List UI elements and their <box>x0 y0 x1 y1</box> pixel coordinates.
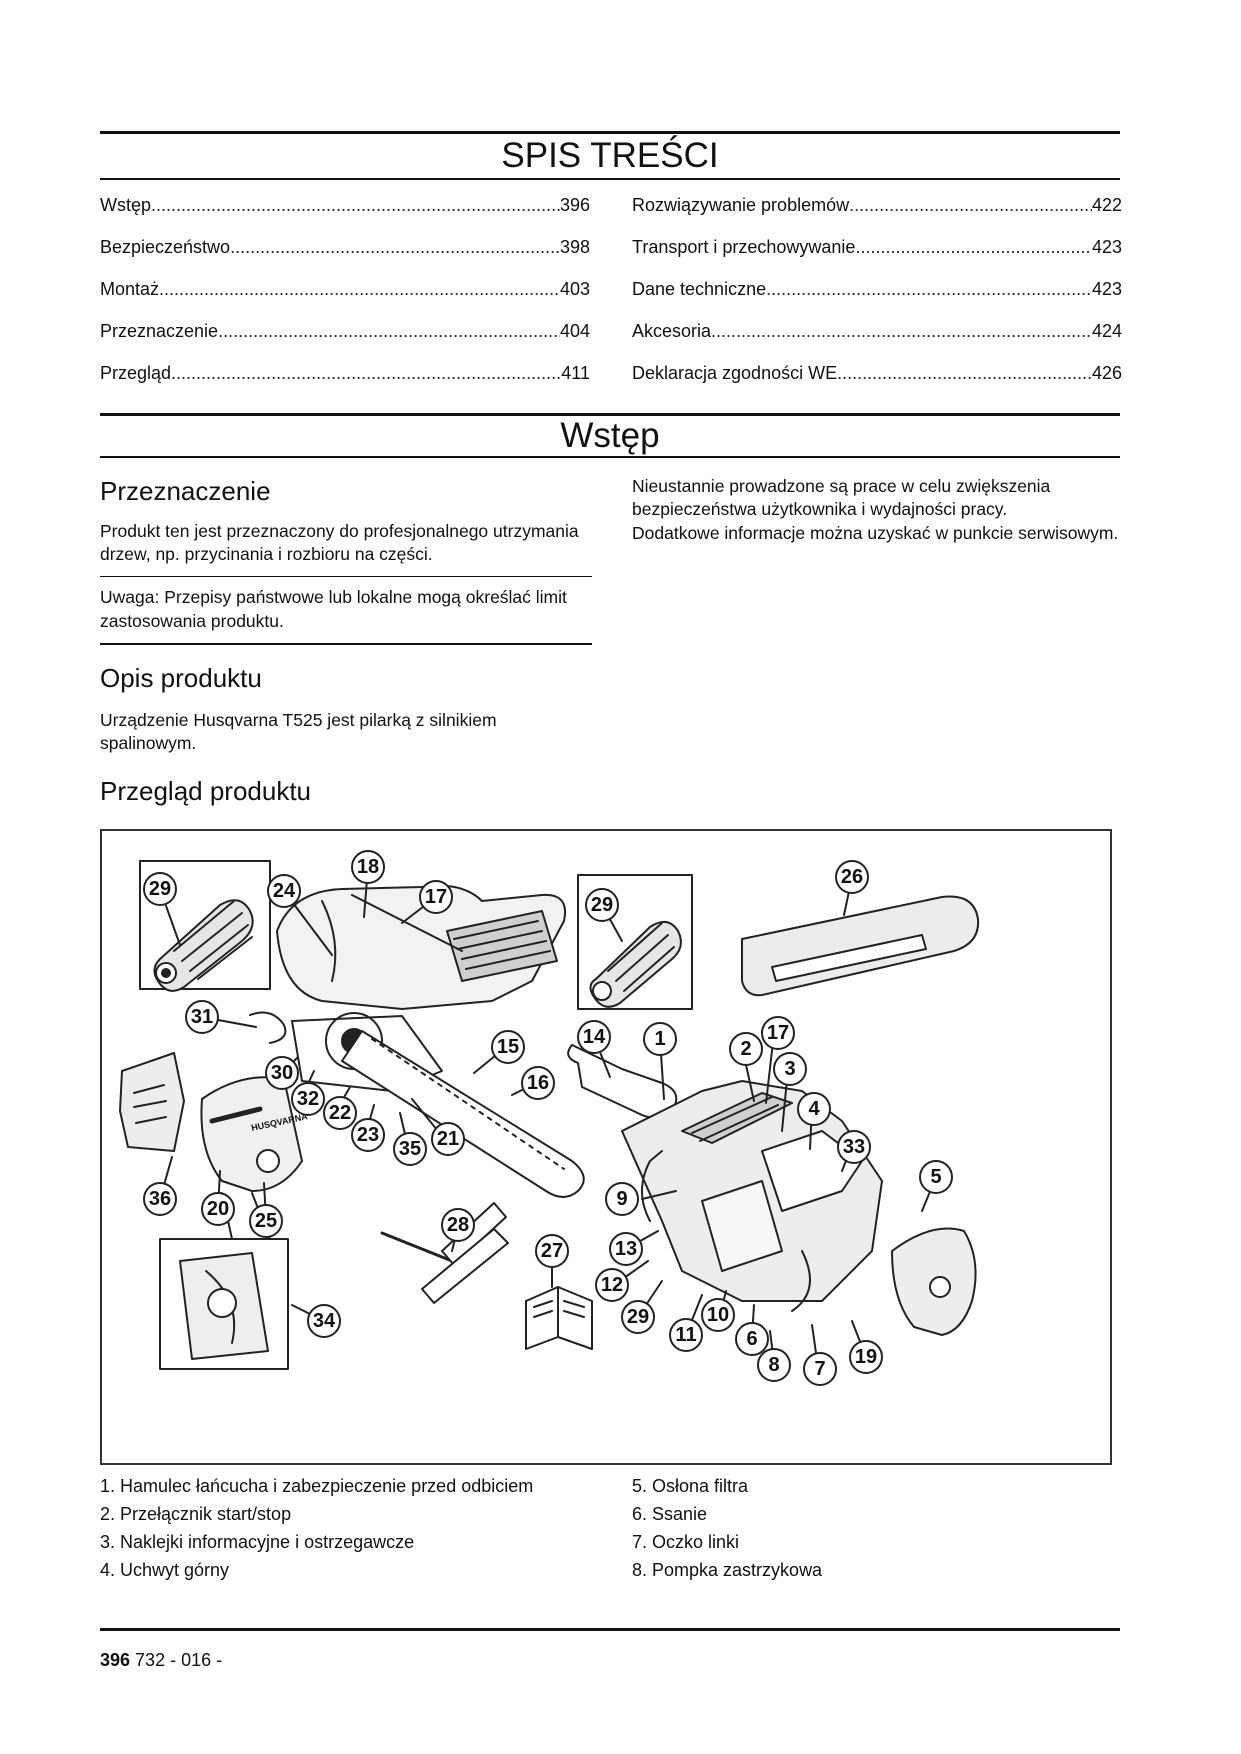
toc-title: SPIS TREŚCI <box>501 136 719 175</box>
callout-24 <box>268 875 300 907</box>
toc-entry-page: 403 <box>559 279 590 299</box>
svg-text:36: 36 <box>148 1188 172 1210</box>
svg-text:1: 1 <box>654 1028 666 1050</box>
callout-12 <box>596 1269 628 1301</box>
svg-text:15: 15 <box>496 1036 520 1058</box>
toc-entry-label: Deklaracja zgodności WE <box>632 363 838 383</box>
svg-text:13: 13 <box>614 1238 638 1260</box>
svg-text:31: 31 <box>190 1006 214 1028</box>
callout-26 <box>836 861 868 893</box>
svg-text:29: 29 <box>626 1306 650 1328</box>
document-code <box>100 1650 222 1671</box>
toc-entry-page: 424 <box>1091 321 1122 341</box>
callout-4 <box>798 1093 830 1125</box>
callout-10 <box>702 1299 734 1331</box>
svg-text:20: 20 <box>206 1198 230 1220</box>
svg-text:22: 22 <box>328 1102 352 1124</box>
callout-25 <box>250 1205 282 1237</box>
callout-17a <box>420 881 452 913</box>
legend-item: 8. Pompka zastrzykowa <box>632 1560 823 1580</box>
svg-text:29: 29 <box>590 894 614 916</box>
callout-6 <box>736 1323 768 1355</box>
clutch-cover-illustration <box>201 1077 302 1191</box>
callout-7 <box>804 1353 836 1385</box>
svg-text:29: 29 <box>148 878 172 900</box>
callout-32 <box>292 1083 324 1115</box>
right-intro-text-1: Nieustannie prowadzone są prace w celu zwiększenia bezpieczeństwa użytkownika i wydajności pracy. <box>632 476 1051 519</box>
toc-entry-page: 426 <box>1091 363 1122 383</box>
legend-item: 5. Osłona filtra <box>632 1476 749 1496</box>
callout-5 <box>920 1161 952 1193</box>
intro-title: Wstęp <box>560 416 660 455</box>
callout-29b <box>586 889 618 921</box>
description-text: Urządzenie Husqvarna T525 jest pilarką z silnikiem spalinowym. <box>100 710 497 753</box>
toc-entry-label: Wstęp <box>100 195 152 215</box>
toc-entry[interactable] <box>632 195 1122 216</box>
callout-9 <box>606 1183 638 1215</box>
manual-illustration <box>526 1287 592 1349</box>
legend-item: 7. Oczko linki <box>632 1532 740 1552</box>
toc-entry-label: Montaż <box>100 279 160 299</box>
callout-30 <box>266 1057 298 1089</box>
svg-text:17: 17 <box>766 1022 790 1044</box>
callout-27 <box>536 1235 568 1267</box>
toc-entry-page: 423 <box>1091 237 1122 257</box>
callout-36 <box>144 1183 176 1215</box>
callout-21 <box>432 1123 464 1155</box>
svg-text:12: 12 <box>600 1274 624 1296</box>
svg-text:11: 11 <box>675 1324 697 1346</box>
purpose-text: Produkt ten jest przeznaczony do profesjonalnego utrzymania drzew, np. przycinania i rozbioru na części. <box>100 521 579 564</box>
callout-2 <box>730 1033 762 1065</box>
svg-text:16: 16 <box>526 1072 550 1094</box>
grip-illustration-right <box>590 922 680 1007</box>
toc-bottom-rule <box>100 178 1120 180</box>
legend-item: 4. Uchwyt górny <box>100 1560 230 1580</box>
svg-text:6: 6 <box>746 1328 758 1350</box>
purpose-heading: Przeznaczenie <box>100 476 271 506</box>
toc-entry-label: Bezpieczeństwo <box>100 237 231 257</box>
svg-text:2: 2 <box>740 1038 752 1060</box>
toc-entry[interactable] <box>632 321 1122 342</box>
toc-entry-page: 398 <box>559 237 590 257</box>
callout-17b <box>762 1017 794 1049</box>
toc-entry[interactable] <box>100 237 590 258</box>
callout-8 <box>758 1349 790 1381</box>
legend-item: 2. Przełącznik start/stop <box>100 1504 292 1524</box>
callout-22 <box>324 1097 356 1129</box>
note-text: Przepisy państwowe lub lokalne mogą określać limit zastosowania produktu. <box>100 587 567 631</box>
toc-entry[interactable] <box>100 195 590 216</box>
svg-text:8: 8 <box>768 1354 780 1376</box>
svg-text:9: 9 <box>616 1188 628 1210</box>
toc-entry-page: 404 <box>559 321 590 341</box>
svg-text:3: 3 <box>784 1058 796 1080</box>
description-heading: Opis produktu <box>100 663 262 693</box>
toc-entry[interactable] <box>100 363 590 384</box>
svg-text:30: 30 <box>270 1062 294 1084</box>
toc-entry[interactable] <box>632 279 1122 300</box>
svg-text:5: 5 <box>930 1166 942 1188</box>
svg-text:34: 34 <box>312 1310 336 1332</box>
toc-entry-label: Transport i przechowywanie <box>632 237 856 257</box>
toc-entry-label: Dane techniczne <box>632 279 767 299</box>
svg-text:23: 23 <box>356 1124 380 1146</box>
callout-35 <box>394 1133 426 1165</box>
document-code-bold: 396 <box>100 1650 131 1670</box>
svg-text:21: 21 <box>436 1128 460 1150</box>
callout-29c <box>622 1301 654 1333</box>
svg-text:27: 27 <box>540 1240 564 1262</box>
svg-text:18: 18 <box>356 856 380 878</box>
svg-text:24: 24 <box>272 880 296 902</box>
toc-entry-page: 396 <box>559 195 590 215</box>
toc-entry[interactable] <box>632 237 1122 258</box>
svg-text:19: 19 <box>854 1346 878 1368</box>
air-filter-cover-illustration <box>892 1229 976 1336</box>
legend-item: 3. Naklejki informacyjne i ostrzegawcze <box>100 1532 415 1552</box>
svg-text:28: 28 <box>446 1214 470 1236</box>
toc-entry[interactable] <box>632 363 1122 384</box>
note-bottom-rule <box>100 643 592 645</box>
footer-rule <box>100 1628 1120 1631</box>
callout-29a <box>144 873 176 905</box>
toc-entry-page: 411 <box>561 363 590 383</box>
note-top-rule <box>100 576 592 577</box>
callout-14 <box>578 1021 610 1053</box>
toc-entry-label: Rozwiązywanie problemów <box>632 195 850 215</box>
svg-text:33: 33 <box>842 1136 866 1158</box>
svg-text:32: 32 <box>296 1088 320 1110</box>
callout-28 <box>442 1209 474 1241</box>
callout-13 <box>610 1233 642 1265</box>
callout-16 <box>522 1067 554 1099</box>
toc-entry[interactable] <box>100 279 590 300</box>
right-intro-text-2: Dodatkowe informacje można uzyskać w punkcie serwisowym. <box>632 523 1119 543</box>
callout-19 <box>850 1341 882 1373</box>
svg-text:17: 17 <box>424 886 448 908</box>
callout-23 <box>352 1119 384 1151</box>
callout-33 <box>838 1131 870 1163</box>
note-label: Uwaga: <box>100 587 160 607</box>
brand-mark: HUSQVARNA <box>250 1111 309 1133</box>
note-box <box>100 585 592 633</box>
toc-entry-page: 423 <box>1091 279 1122 299</box>
callout-1 <box>644 1023 676 1055</box>
toc-entry-page: 422 <box>1091 195 1122 215</box>
svg-text:25: 25 <box>254 1210 278 1232</box>
callout-11 <box>670 1319 702 1351</box>
callout-31 <box>186 1001 218 1033</box>
svg-text:26: 26 <box>840 866 864 888</box>
legend-left <box>100 1472 620 1584</box>
toc-entry-label: Przegląd <box>100 363 172 383</box>
svg-text:14: 14 <box>582 1026 606 1048</box>
callout-3 <box>774 1053 806 1085</box>
svg-text:4: 4 <box>808 1098 820 1120</box>
legend-item: 1. Hamulec łańcucha i zabezpieczenie przed odbiciem <box>100 1476 534 1496</box>
toc-entry-label: Akcesoria <box>632 321 712 341</box>
legend-item: 6. Ssanie <box>632 1504 708 1524</box>
svg-text:7: 7 <box>814 1358 826 1380</box>
document-code-rest: 732 - 016 - <box>130 1650 223 1670</box>
overview-heading: Przegląd produktu <box>100 776 312 806</box>
svg-text:10: 10 <box>706 1304 730 1326</box>
product-overview-figure <box>100 829 1112 1465</box>
toc-top-rule <box>100 131 1120 134</box>
clutch-detail-illustration <box>180 1253 268 1359</box>
legend-right <box>632 1472 1112 1584</box>
toc-entry[interactable] <box>100 321 590 342</box>
callout-18 <box>352 851 384 883</box>
intro-bottom-rule <box>100 456 1120 458</box>
callout-34 <box>308 1305 340 1337</box>
callout-20 <box>202 1193 234 1225</box>
svg-text:35: 35 <box>398 1138 422 1160</box>
callout-15 <box>492 1031 524 1063</box>
chainsaw-illustration <box>102 831 1110 1463</box>
filter-cover-illustration <box>120 1053 184 1151</box>
toc-entry-label: Przeznaczenie <box>100 321 219 341</box>
scabbard-illustration <box>742 896 978 995</box>
